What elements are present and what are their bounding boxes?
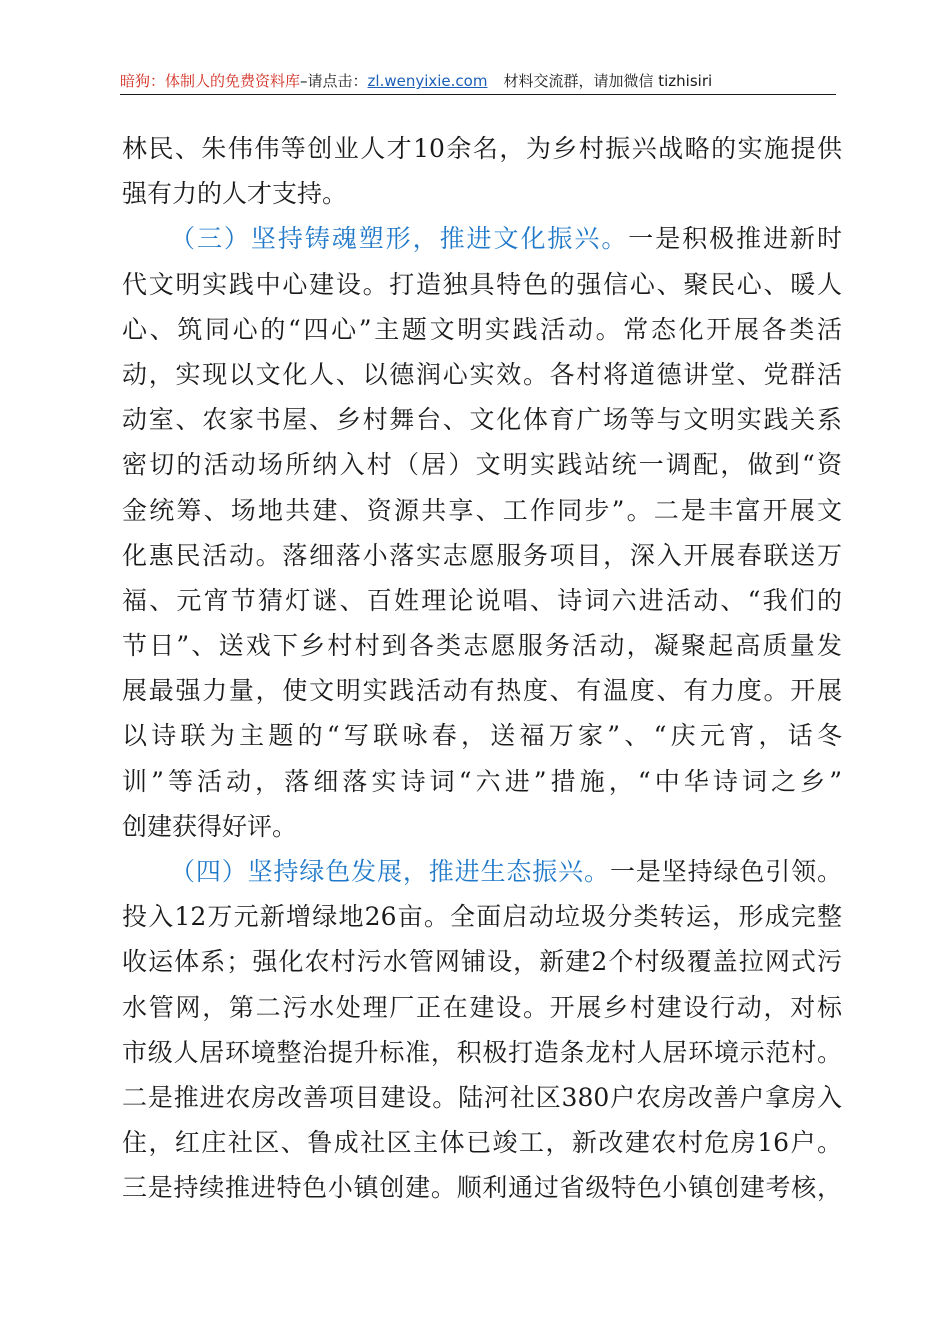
line-text: 林民、朱伟伟等创业人才10余名，为乡村振兴战略的实施提供 — [122, 134, 842, 163]
line-text: 投入12万元新增绿地26亩。全面启动垃圾分类转运，形成完整 — [122, 902, 842, 932]
line-text: 金统筹、场地共建、资源共享、工作同步”。二是丰富开展文 — [122, 495, 842, 525]
page-header — [120, 68, 836, 95]
line-text: 化惠民活动。落细落小落实志愿服务项目，深入开展春联送万 — [122, 540, 842, 570]
line-text: 收运体系；强化农村污水管网铺设，新建2个村级覆盖拉网式污 — [122, 947, 842, 977]
line-text: 二是推进农房改善项目建设。陆河社区380户农房改善户拿房入 — [122, 1082, 842, 1112]
line-text: 密切的活动场所纳入村（居）文明实践站统一调配，做到“资 — [122, 450, 842, 480]
paragraph-line — [122, 894, 842, 939]
line-text: 动室、农家书屋、乡村舞台、文化体育广场等与文明实践关系 — [122, 405, 842, 435]
line-text: 展最强力量，使文明实践活动有热度、有温度、有力度。开展 — [122, 676, 842, 706]
paragraph-line — [122, 1030, 842, 1075]
header-link[interactable]: zl.wenyixie.com — [367, 72, 488, 90]
line-text: 住，红庄社区、鲁成社区主体已竣工，新改建农村危房16户。 — [122, 1128, 842, 1158]
line-text: 创建获得好评。 — [122, 811, 298, 841]
line-text: 福、元宵节猜灯谜、百姓理论说唱、诗词六进活动、“我们的 — [122, 585, 842, 615]
line-text: 水管网，第二污水处理厂正在建设。开展乡村建设行动，对标 — [122, 992, 842, 1022]
section-heading: （四）坚持绿色发展，推进生态振兴。 — [170, 857, 610, 886]
line-text: 市级人居环境整治提升标准，积极打造条龙村人居环境示范村。 — [122, 1037, 842, 1067]
paragraph-line — [122, 939, 842, 984]
paragraph-line — [122, 804, 842, 849]
paragraph-line — [122, 171, 842, 216]
line-text: 心、筑同心的“四心”主题文明实践活动。常态化开展各类活 — [122, 314, 842, 344]
line-text: 训”等活动，落细落实诗词“六进”措施，“中华诗词之乡” — [122, 766, 842, 796]
paragraph-line — [122, 397, 842, 442]
line-text: 代文明实践中心建设。打造独具特色的强信心、聚民心、暖人 — [122, 269, 842, 299]
header-wechat-note: 材料交流群，请加微信 tizhisiri — [503, 72, 713, 90]
paragraph-line — [122, 713, 842, 758]
line-text: 三是持续推进特色小镇创建。顺利通过省级特色小镇创建考核， — [122, 1173, 842, 1203]
line-text: 以诗联为主题的“写联咏春，送福万家”、“庆元宵，话冬 — [122, 721, 842, 751]
section-heading-line — [122, 216, 842, 261]
paragraph-line — [122, 307, 842, 352]
section-heading: （三）坚持铸魂塑形，推进文化振兴。 — [170, 224, 629, 254]
paragraph-line — [122, 442, 842, 487]
paragraph-line — [122, 488, 842, 533]
paragraph-line — [122, 578, 842, 623]
header-site-name: 暗狗：体制人的免费资料库 — [120, 72, 301, 90]
paragraph-line — [122, 1075, 842, 1120]
section-heading-line — [122, 849, 842, 894]
line-text: 一是积极推进新时 — [628, 224, 842, 254]
line-text: 节日”、送戏下乡村村到各类志愿服务活动，凝聚起高质量发 — [122, 631, 842, 661]
paragraph-line — [122, 126, 842, 171]
line-text: 动，实现以文化人、以德润心实效。各村将道德讲堂、党群活 — [122, 359, 842, 389]
paragraph-line — [122, 262, 842, 307]
paragraph-line — [122, 985, 842, 1030]
paragraph-line — [122, 1165, 842, 1210]
paragraph-line — [122, 352, 842, 397]
line-text: 一是坚持绿色引领。 — [609, 857, 842, 886]
header-click-prompt: –请点击： — [300, 72, 368, 90]
paragraph-line — [122, 668, 842, 713]
line-text: 强有力的人才支持。 — [122, 179, 348, 209]
paragraph-line — [122, 1120, 842, 1165]
paragraph-line — [122, 623, 842, 668]
paragraph-line — [122, 533, 842, 578]
paragraph-line — [122, 759, 842, 804]
document-body — [122, 126, 842, 1211]
